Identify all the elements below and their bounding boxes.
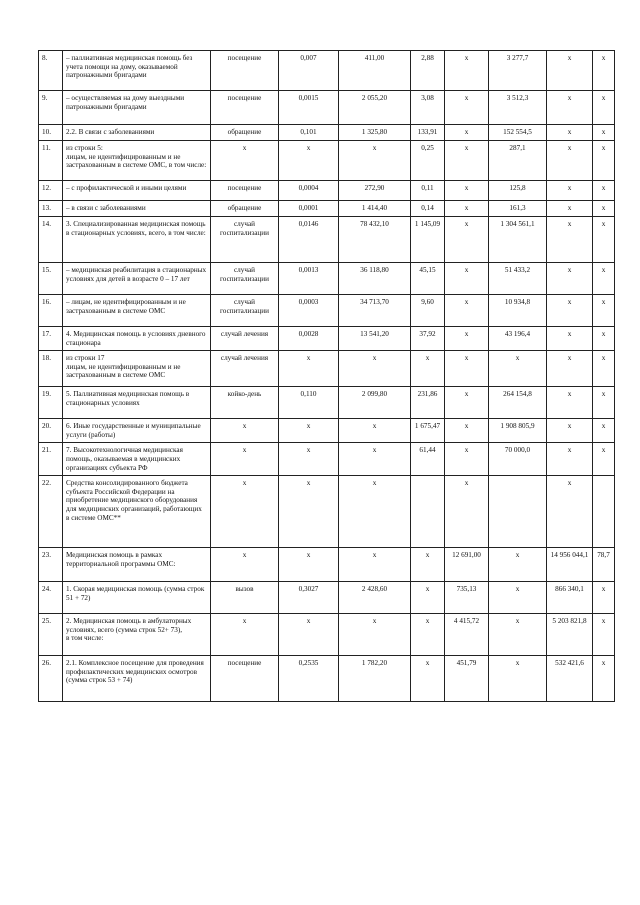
value-cell-7: x <box>593 295 615 327</box>
value-cell-5: 264 154,8 <box>489 387 547 419</box>
unit-cell: x <box>211 548 279 582</box>
row-name: из строки 17 лицам, не идентифицированным и не застрахованным в системе ОМС <box>63 351 211 387</box>
value-cell-1: 0,110 <box>279 387 339 419</box>
row-name: 3. Специализированная медицинская помощь в стационарных условиях, всего, в том числе: <box>63 217 211 263</box>
value-cell-6: x <box>547 351 593 387</box>
unit-cell: случай лечения <box>211 327 279 351</box>
value-cell-7: x <box>593 419 615 443</box>
row-number: 12. <box>39 181 63 201</box>
row-name: 4. Медицинская помощь в условиях дневного стационара <box>63 327 211 351</box>
value-cell-4: 4 415,72 <box>445 614 489 656</box>
table-row <box>39 51 615 91</box>
value-cell-7 <box>593 476 615 548</box>
value-cell-1: x <box>279 548 339 582</box>
value-cell-6: x <box>547 387 593 419</box>
value-cell-5: 3 512,3 <box>489 91 547 125</box>
row-name: 1. Скорая медицинская помощь (сумма строк 51 + 72) <box>63 582 211 614</box>
value-cell-4: x <box>445 327 489 351</box>
value-cell-1: 0,2535 <box>279 656 339 702</box>
value-cell-7: x <box>593 181 615 201</box>
value-cell-7: x <box>593 387 615 419</box>
value-cell-4: x <box>445 295 489 327</box>
value-cell-3: 9,60 <box>411 295 445 327</box>
value-cell-3: 1 145,09 <box>411 217 445 263</box>
unit-cell: посещение <box>211 656 279 702</box>
value-cell-5: 43 196,4 <box>489 327 547 351</box>
value-cell-7: x <box>593 263 615 295</box>
row-number: 14. <box>39 217 63 263</box>
value-cell-4: x <box>445 141 489 181</box>
unit-cell: посещение <box>211 51 279 91</box>
table-row <box>39 656 615 702</box>
value-cell-5: x <box>489 548 547 582</box>
unit-cell: посещение <box>211 91 279 125</box>
value-cell-1: 0,007 <box>279 51 339 91</box>
value-cell-7: x <box>593 141 615 181</box>
value-cell-1: x <box>279 141 339 181</box>
table-row <box>39 351 615 387</box>
table-body <box>39 51 615 702</box>
table-row <box>39 548 615 582</box>
row-number: 23. <box>39 548 63 582</box>
value-cell-4: x <box>445 387 489 419</box>
value-cell-5: x <box>489 351 547 387</box>
value-cell-1: 0,0003 <box>279 295 339 327</box>
table-row <box>39 295 615 327</box>
value-cell-6: x <box>547 201 593 217</box>
row-name: – в связи с заболеваниями <box>63 201 211 217</box>
value-cell-7: x <box>593 91 615 125</box>
value-cell-5 <box>489 476 547 548</box>
value-cell-3: x <box>411 656 445 702</box>
unit-cell: случай госпитализации <box>211 295 279 327</box>
row-name: – паллиативная медицинская помощь без учета помощи на дому, оказываемой патронажными бригадами <box>63 51 211 91</box>
value-cell-6: x <box>547 181 593 201</box>
value-cell-2: 1 325,80 <box>339 125 411 141</box>
row-number: 9. <box>39 91 63 125</box>
value-cell-4: x <box>445 217 489 263</box>
budget-table <box>38 50 615 702</box>
row-number: 17. <box>39 327 63 351</box>
value-cell-6: x <box>547 125 593 141</box>
value-cell-7: x <box>593 656 615 702</box>
row-name: 2.1. Комплексное посещение для проведения профилактических медицинских осмотров (сумма строк 53 + 74) <box>63 656 211 702</box>
value-cell-2: x <box>339 351 411 387</box>
value-cell-7: x <box>593 614 615 656</box>
value-cell-4: x <box>445 419 489 443</box>
value-cell-2: x <box>339 141 411 181</box>
value-cell-2: 2 099,80 <box>339 387 411 419</box>
row-name: – лицам, не идентифицированным и не застрахованным в системе ОМС <box>63 295 211 327</box>
value-cell-2: 78 432,10 <box>339 217 411 263</box>
value-cell-1: x <box>279 443 339 476</box>
value-cell-2: x <box>339 443 411 476</box>
value-cell-2: 1 782,20 <box>339 656 411 702</box>
value-cell-2: 36 118,80 <box>339 263 411 295</box>
value-cell-7: x <box>593 217 615 263</box>
value-cell-6: 866 340,1 <box>547 582 593 614</box>
row-name: 6. Иные государственные и муниципальные услуги (работы) <box>63 419 211 443</box>
value-cell-4: 735,13 <box>445 582 489 614</box>
value-cell-3: 0,14 <box>411 201 445 217</box>
unit-cell: обращение <box>211 201 279 217</box>
value-cell-1: x <box>279 351 339 387</box>
value-cell-2: 2 428,60 <box>339 582 411 614</box>
value-cell-6: 5 203 821,8 <box>547 614 593 656</box>
unit-cell: x <box>211 614 279 656</box>
row-number: 24. <box>39 582 63 614</box>
unit-cell: x <box>211 419 279 443</box>
table-row <box>39 327 615 351</box>
value-cell-5: 3 277,7 <box>489 51 547 91</box>
value-cell-4: 12 691,00 <box>445 548 489 582</box>
value-cell-5: 287,1 <box>489 141 547 181</box>
value-cell-5: x <box>489 656 547 702</box>
value-cell-4: x <box>445 263 489 295</box>
value-cell-5: 51 433,2 <box>489 263 547 295</box>
value-cell-6: x <box>547 443 593 476</box>
value-cell-1: 0,0013 <box>279 263 339 295</box>
value-cell-3: 133,91 <box>411 125 445 141</box>
value-cell-3: 1 675,47 <box>411 419 445 443</box>
unit-cell: случай госпитализации <box>211 217 279 263</box>
table-row <box>39 443 615 476</box>
value-cell-1: 0,0015 <box>279 91 339 125</box>
row-name: – медицинская реабилитация в стационарных условиях для детей в возрасте 0 – 17 лет <box>63 263 211 295</box>
unit-cell: x <box>211 443 279 476</box>
row-name: Медицинская помощь в рамках территориальной программы ОМС: <box>63 548 211 582</box>
value-cell-2: 2 055,20 <box>339 91 411 125</box>
value-cell-4: 451,79 <box>445 656 489 702</box>
table-row <box>39 476 615 548</box>
value-cell-2: x <box>339 548 411 582</box>
unit-cell: обращение <box>211 125 279 141</box>
value-cell-2: 34 713,70 <box>339 295 411 327</box>
value-cell-7: x <box>593 201 615 217</box>
row-number: 19. <box>39 387 63 419</box>
table-row <box>39 141 615 181</box>
value-cell-1: 0,0004 <box>279 181 339 201</box>
unit-cell: случай госпитализации <box>211 263 279 295</box>
row-number: 20. <box>39 419 63 443</box>
row-number: 10. <box>39 125 63 141</box>
value-cell-2: x <box>339 419 411 443</box>
unit-cell: койко-день <box>211 387 279 419</box>
value-cell-3: 3,08 <box>411 91 445 125</box>
value-cell-5: 10 934,8 <box>489 295 547 327</box>
table-row <box>39 125 615 141</box>
unit-cell: вызов <box>211 582 279 614</box>
row-number: 15. <box>39 263 63 295</box>
value-cell-1: x <box>279 614 339 656</box>
value-cell-2: 272,90 <box>339 181 411 201</box>
value-cell-4: x <box>445 476 489 548</box>
value-cell-5: 70 000,0 <box>489 443 547 476</box>
value-cell-3: 45,15 <box>411 263 445 295</box>
table-row <box>39 614 615 656</box>
value-cell-6: 532 421,6 <box>547 656 593 702</box>
value-cell-4: x <box>445 351 489 387</box>
unit-cell: посещение <box>211 181 279 201</box>
table-row <box>39 181 615 201</box>
value-cell-6: x <box>547 91 593 125</box>
value-cell-7: x <box>593 125 615 141</box>
value-cell-1: 0,0028 <box>279 327 339 351</box>
row-number: 25. <box>39 614 63 656</box>
unit-cell: x <box>211 141 279 181</box>
value-cell-2: 13 541,20 <box>339 327 411 351</box>
value-cell-4: x <box>445 51 489 91</box>
value-cell-6: x <box>547 419 593 443</box>
value-cell-5: x <box>489 582 547 614</box>
value-cell-4: x <box>445 91 489 125</box>
value-cell-3: 2,88 <box>411 51 445 91</box>
table-row <box>39 217 615 263</box>
value-cell-7: x <box>593 582 615 614</box>
row-number: 13. <box>39 201 63 217</box>
value-cell-7: x <box>593 351 615 387</box>
value-cell-1: 0,3027 <box>279 582 339 614</box>
row-name: из строки 5: лицам, не идентифицированным и не застрахованным в системе ОМС, в том числе: <box>63 141 211 181</box>
value-cell-5: 1 304 561,1 <box>489 217 547 263</box>
row-number: 18. <box>39 351 63 387</box>
table-row <box>39 263 615 295</box>
value-cell-5: x <box>489 614 547 656</box>
row-number: 21. <box>39 443 63 476</box>
value-cell-3: x <box>411 548 445 582</box>
row-number: 16. <box>39 295 63 327</box>
value-cell-6: 14 956 044,1 <box>547 548 593 582</box>
value-cell-6: x <box>547 295 593 327</box>
value-cell-4: x <box>445 181 489 201</box>
value-cell-2: x <box>339 614 411 656</box>
unit-cell: случай лечения <box>211 351 279 387</box>
table-row <box>39 582 615 614</box>
value-cell-1: 0,0146 <box>279 217 339 263</box>
table-row <box>39 419 615 443</box>
value-cell-4: x <box>445 201 489 217</box>
value-cell-3: 37,92 <box>411 327 445 351</box>
value-cell-1: 0,101 <box>279 125 339 141</box>
value-cell-2: x <box>339 476 411 548</box>
value-cell-3: x <box>411 351 445 387</box>
value-cell-3: x <box>411 582 445 614</box>
value-cell-4: x <box>445 443 489 476</box>
value-cell-7: x <box>593 443 615 476</box>
value-cell-3 <box>411 476 445 548</box>
value-cell-3: 0,11 <box>411 181 445 201</box>
value-cell-5: 161,3 <box>489 201 547 217</box>
row-name: – с профилактической и иными целями <box>63 181 211 201</box>
value-cell-6: x <box>547 51 593 91</box>
value-cell-7: x <box>593 327 615 351</box>
value-cell-1: 0,0001 <box>279 201 339 217</box>
value-cell-6: x <box>547 263 593 295</box>
table-row <box>39 91 615 125</box>
value-cell-3: x <box>411 614 445 656</box>
value-cell-3: 231,86 <box>411 387 445 419</box>
value-cell-3: 0,25 <box>411 141 445 181</box>
row-name: 5. Паллиативная медицинская помощь в стационарных условиях <box>63 387 211 419</box>
row-number: 26. <box>39 656 63 702</box>
value-cell-2: 411,00 <box>339 51 411 91</box>
row-name: – осуществляемая на дому выездными патронажными бригадами <box>63 91 211 125</box>
value-cell-6: x <box>547 217 593 263</box>
value-cell-6: x <box>547 327 593 351</box>
table-row <box>39 387 615 419</box>
value-cell-7: x <box>593 51 615 91</box>
value-cell-5: 125,8 <box>489 181 547 201</box>
row-number: 22. <box>39 476 63 548</box>
value-cell-6: x <box>547 476 593 548</box>
row-number: 8. <box>39 51 63 91</box>
table-row <box>39 201 615 217</box>
value-cell-7: 78,7 <box>593 548 615 582</box>
value-cell-3: 61,44 <box>411 443 445 476</box>
unit-cell: x <box>211 476 279 548</box>
value-cell-1: x <box>279 419 339 443</box>
value-cell-5: 1 908 805,9 <box>489 419 547 443</box>
value-cell-5: 152 554,5 <box>489 125 547 141</box>
row-name: Средства консолидированного бюджета субъекта Российской Федерации на приобретение медицинского оборудования для медицинских организаций, работающих в системе ОМС** <box>63 476 211 548</box>
value-cell-4: x <box>445 125 489 141</box>
row-number: 11. <box>39 141 63 181</box>
value-cell-1: x <box>279 476 339 548</box>
row-name: 2. Медицинская помощь в амбулаторных условиях, всего (сумма строк 52+ 73), в том числе: <box>63 614 211 656</box>
row-name: 2.2. В связи с заболеваниями <box>63 125 211 141</box>
value-cell-2: 1 414,40 <box>339 201 411 217</box>
value-cell-6: x <box>547 141 593 181</box>
row-name: 7. Высокотехнологичная медицинская помощь, оказываемая в медицинских организациях субъекта РФ <box>63 443 211 476</box>
